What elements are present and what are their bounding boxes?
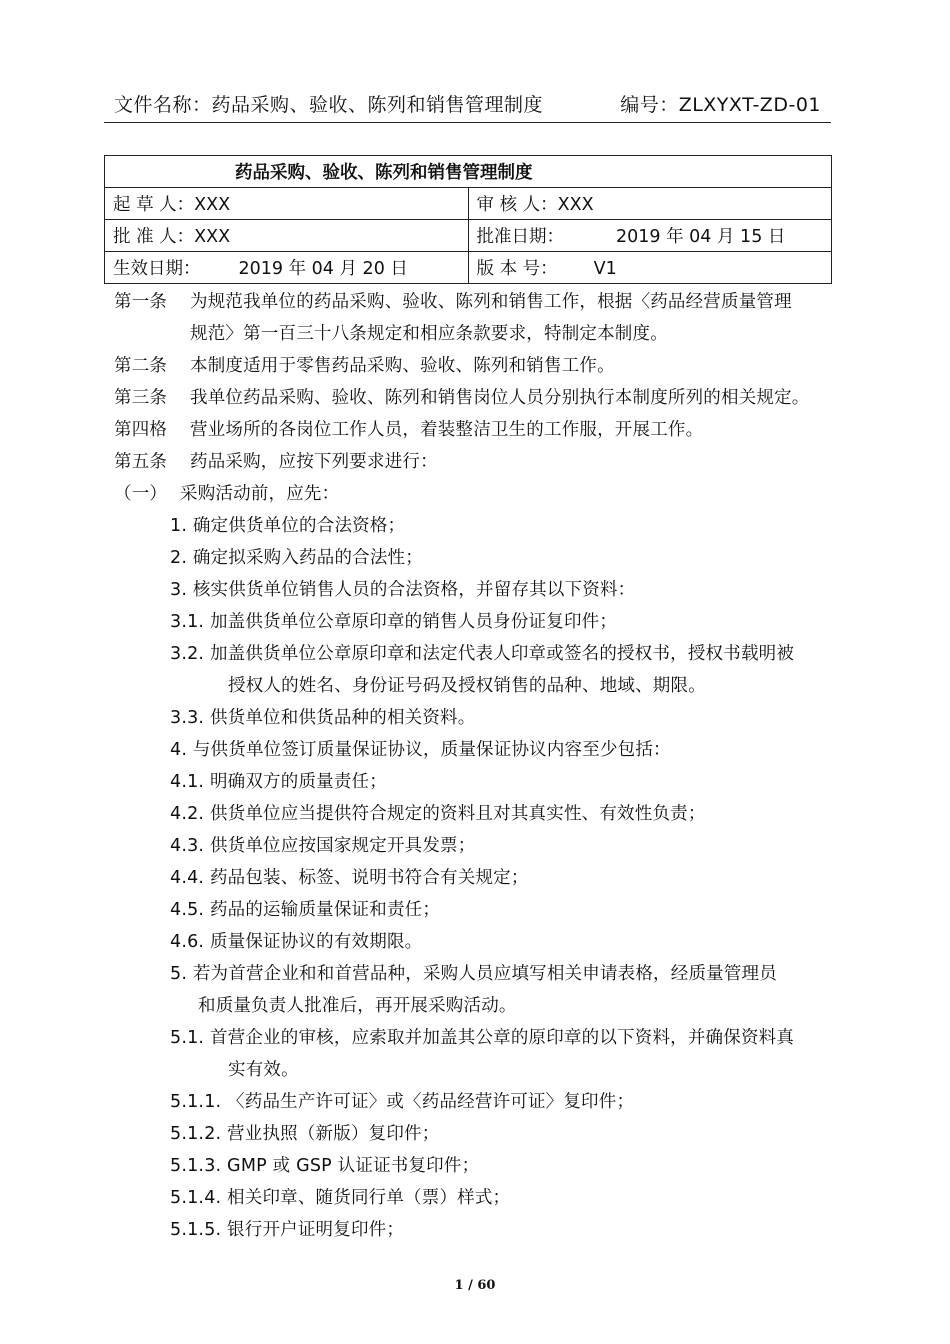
list-item-cont: 实有效。 (228, 1060, 299, 1080)
approval-date-cell (468, 220, 832, 252)
article-1-text-cont: 规范〉第一百三十八条规定和相应条款要求，特制定本制度。 (190, 324, 668, 344)
list-item: 4.5. 药品的运输质量保证和责任； (170, 900, 441, 920)
list-item: 3.2. 加盖供货单位公章原印章和法定代表人印章或签名的授权书，授权书载明被 (170, 644, 795, 664)
list-item-cont: 授权人的姓名、身份证号码及授权销售的品种、地域、期限。 (228, 676, 706, 696)
document-info-table (104, 155, 832, 284)
document-file-name: 文件名称：药品采购、验收、陈列和销售管理制度 (114, 94, 544, 116)
article-2-label: 第二条 (114, 356, 168, 376)
list-item-cont: 和质量负责人批准后，再开展采购活动。 (198, 996, 517, 1016)
effective-date-label: 生效日期： (113, 259, 201, 279)
list-item: 4.1. 明确双方的质量责任； (170, 772, 387, 792)
article-4-text: 营业场所的各岗位工作人员，着装整洁卫生的工作服，开展工作。 (190, 420, 704, 440)
page-header (104, 88, 831, 123)
article-5-text: 药品采购，应按下列要求进行： (190, 452, 438, 472)
list-item: 3. 核实供货单位销售人员的合法资格，并留存其以下资料： (170, 580, 636, 600)
section-1-text: 采购活动前，应先： (180, 484, 340, 504)
list-item: 4.2. 供货单位应当提供符合规定的资料且对其真实性、有效性负责； (170, 804, 706, 824)
effective-date-cell (105, 252, 469, 284)
approval-date-label: 批准日期： (476, 227, 564, 247)
article-4-label: 第四格 (114, 420, 168, 440)
document-code: 编号：ZLXYXT-ZD-01 (620, 94, 821, 116)
info-table-title: 药品采购、验收、陈列和销售管理制度 (105, 156, 832, 188)
section-1-label: （一） (114, 484, 168, 504)
effective-date-value: 2019 年 04 月 20 日 (238, 259, 408, 279)
approver-cell: 批 准 人：XXX (105, 220, 469, 252)
list-item: 4.3. 供货单位应按国家规定开具发票； (170, 836, 476, 856)
list-item: 3.1. 加盖供货单位公章原印章的销售人员身份证复印件； (170, 612, 618, 632)
list-item: 2. 确定拟采购入药品的合法性； (170, 548, 423, 568)
list-item: 4. 与供货单位签订质量保证协议，质量保证协议内容至少包括： (170, 740, 671, 760)
list-item: 1. 确定供货单位的合法资格； (170, 516, 406, 536)
list-item: 5.1. 首营企业的审核，应索取并加盖其公章的原印章的以下资料，并确保资料真 (170, 1028, 795, 1048)
article-3-text: 我单位药品采购、验收、陈列和销售岗位人员分别执行本制度所列的相关规定。 (190, 388, 810, 408)
reviewer-cell: 审 核 人：XXX (468, 188, 832, 220)
drafter-cell: 起 草 人：XXX (105, 188, 469, 220)
list-item: 5.1.5. 银行开户证明复印件； (170, 1220, 405, 1240)
list-item: 5.1.1. 〈药品生产许可证〉或〈药品经营许可证〉复印件； (170, 1092, 635, 1112)
version-value: V1 (593, 259, 617, 279)
article-3-label: 第三条 (114, 388, 168, 408)
approval-date-value: 2019 年 04 月 15 日 (616, 227, 786, 247)
list-item: 4.4. 药品包装、标签、说明书符合有关规定； (170, 868, 529, 888)
list-item: 3.3. 供货单位和供货品种的相关资料。 (170, 708, 476, 728)
article-1-text: 为规范我单位的药品采购、验收、陈列和销售工作，根据〈药品经营质量管理 (190, 292, 792, 312)
page-number: 1 / 60 (454, 1278, 496, 1293)
list-item: 4.6. 质量保证协议的有效期限。 (170, 932, 423, 952)
list-item: 5. 若为首营企业和和首营品种，采购人员应填写相关申请表格，经质量管理员 (170, 964, 777, 984)
list-item: 5.1.3. GMP 或 GSP 认证证书复印件； (170, 1156, 480, 1176)
list-item: 5.1.4. 相关印章、随货同行单（票）样式； (170, 1188, 511, 1208)
article-5-label: 第五条 (114, 452, 168, 472)
article-2-text: 本制度适用于零售药品采购、验收、陈列和销售工作。 (190, 356, 615, 376)
list-item: 5.1.2. 营业执照（新版）复印件； (170, 1124, 440, 1144)
version-cell (468, 252, 832, 284)
version-label: 版 本 号： (476, 259, 558, 279)
article-1-label: 第一条 (114, 292, 168, 312)
